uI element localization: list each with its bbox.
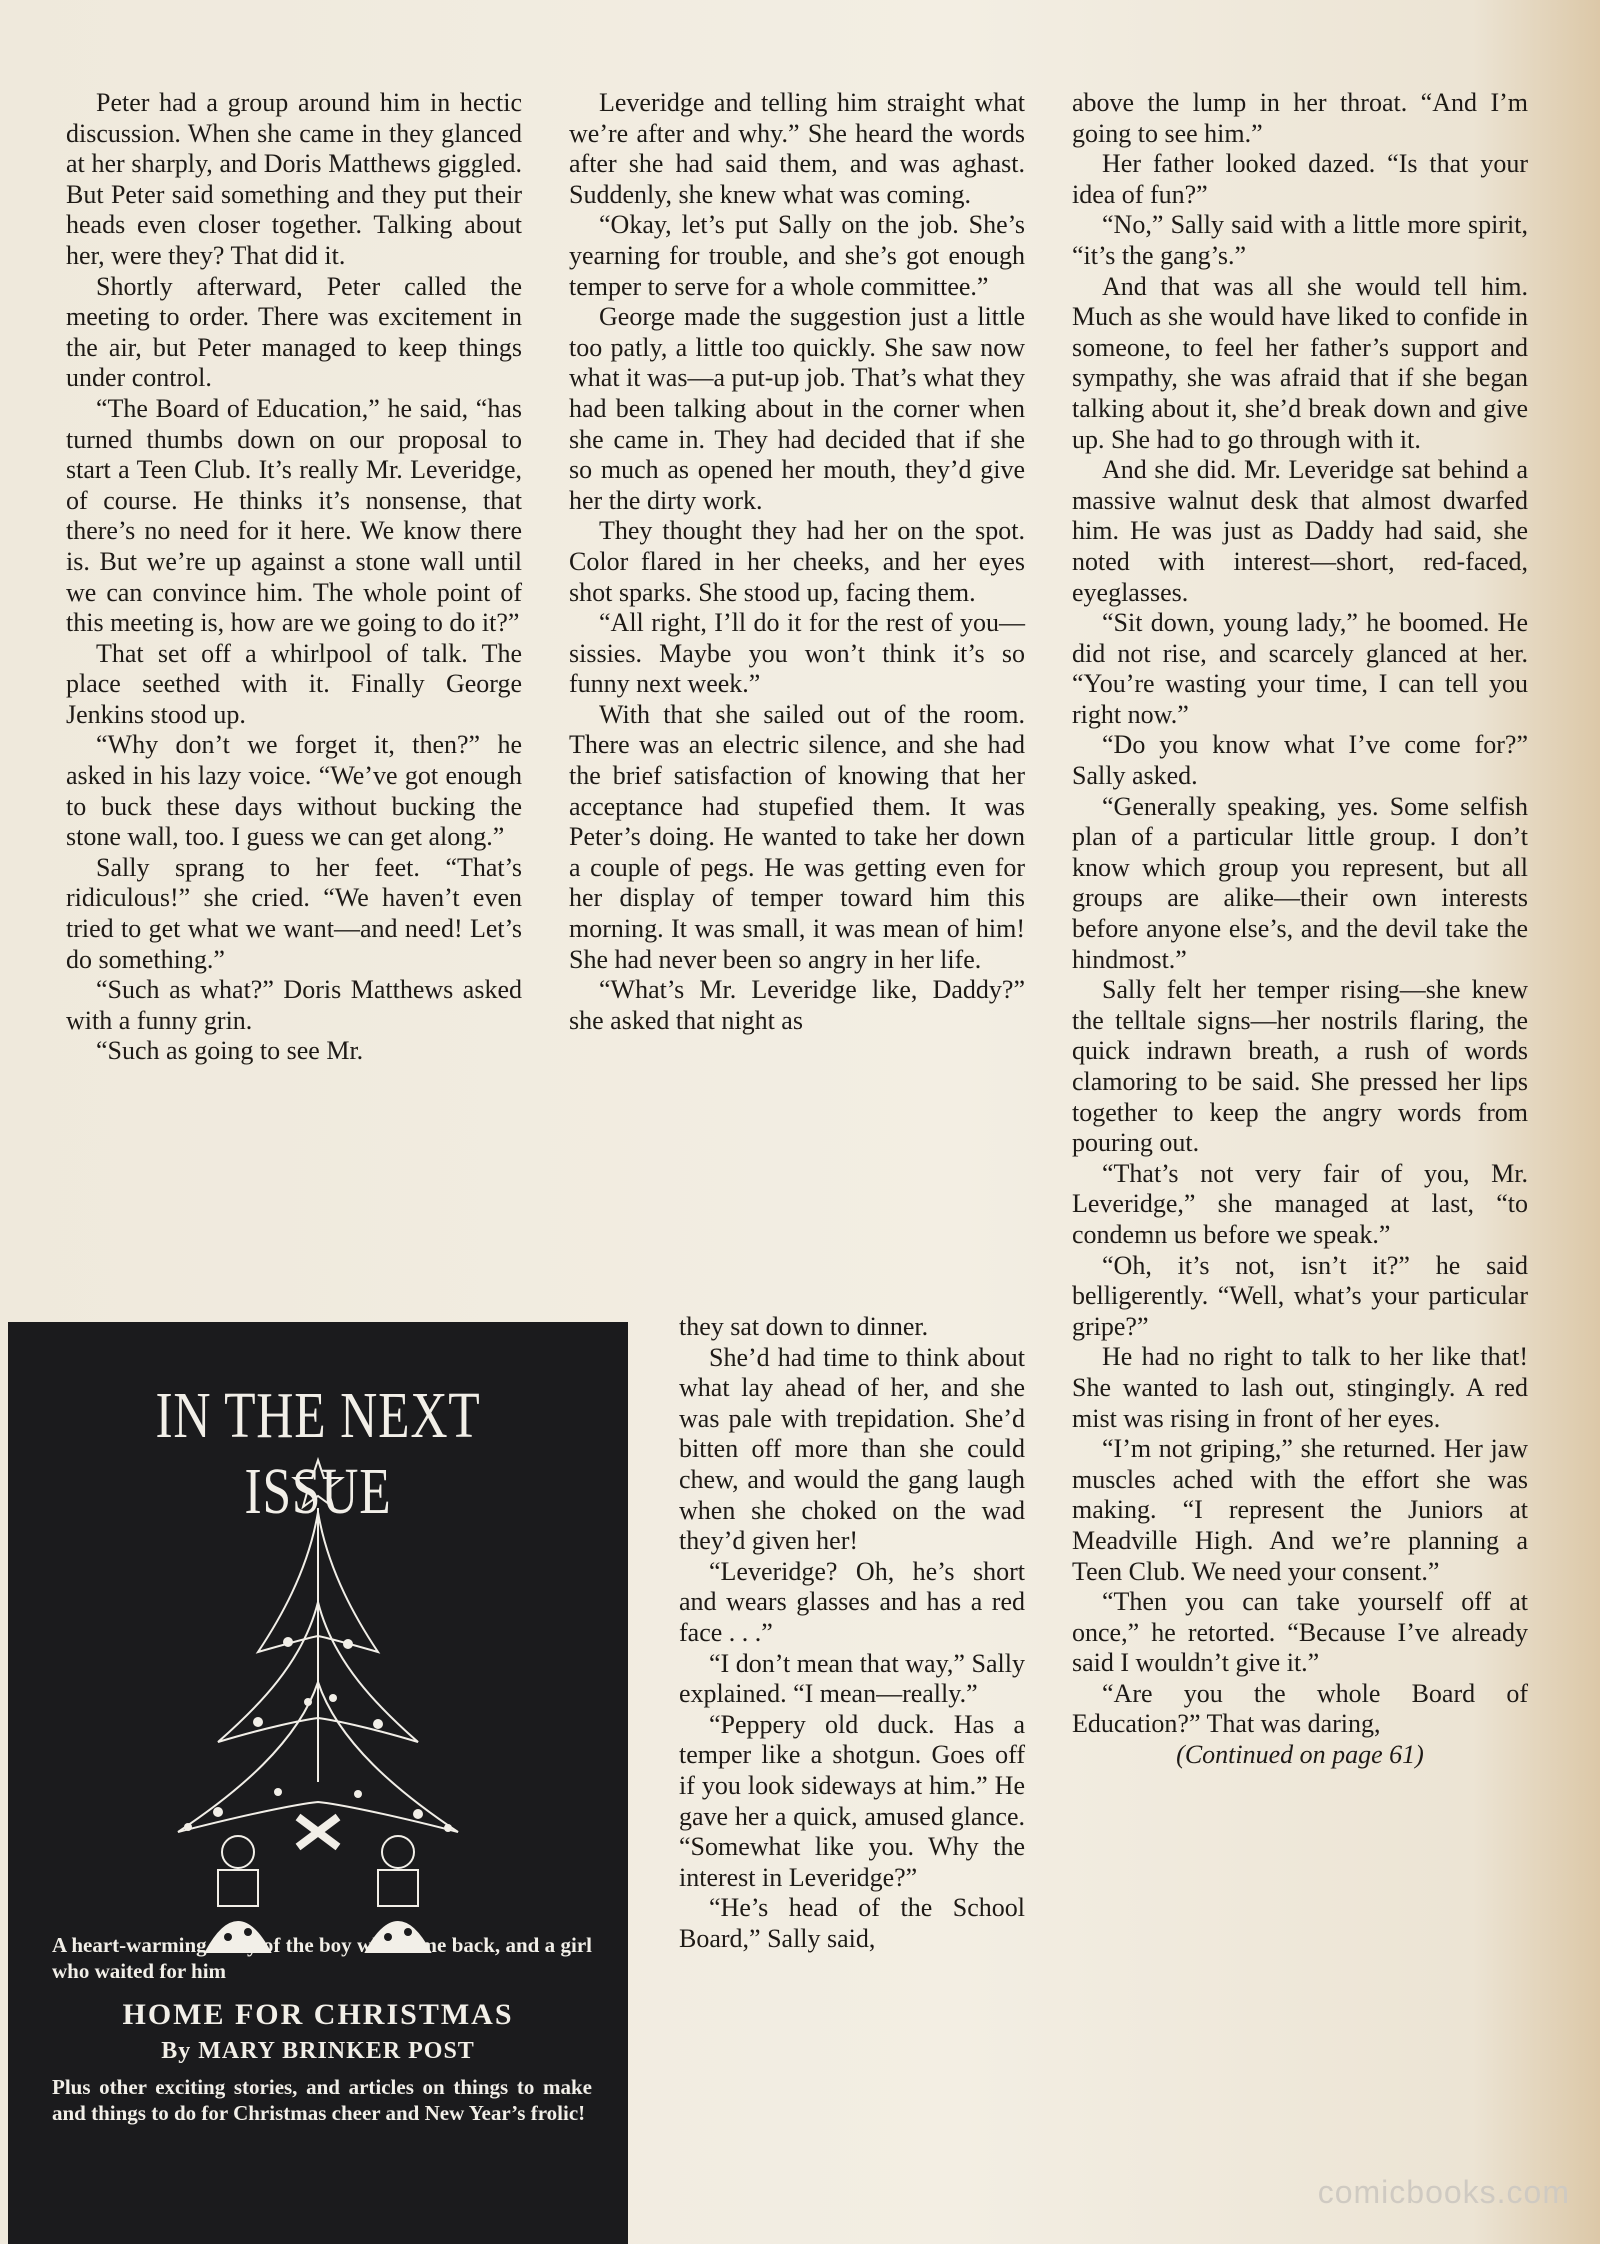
paragraph: And that was all she would tell him. Much as she would have liked to confide in someone, to feel her father’s support and sympathy, she was afraid that if she began talking about it, she’d break down and give up. She had to go through with it. xyxy=(1072,271,1528,454)
paragraph: And she did. Mr. Leveridge sat behind a massive walnut desk that almost dwarfed him. He was just as Daddy had said, she noted with interest—short, red-faced, eyeglasses. xyxy=(1072,455,1528,607)
paragraph: “Such as going to see Mr. xyxy=(96,1036,364,1066)
promo-author: By MARY BRINKER POST xyxy=(161,2038,475,2064)
text-column-3 xyxy=(1072,88,1528,1771)
paragraph: “Generally speaking, yes. Some selfish plan of a particular little group. I don’t know which group you represent, but all groups are alike—their own interests before anyone else’s, and the devil take the hindmost.” xyxy=(1072,791,1528,974)
paragraph: “What’s Mr. Leveridge like, Daddy?” she asked that night as xyxy=(569,975,1025,1035)
paragraph: “He’s head of the School Board,” Sally said, xyxy=(679,1893,1025,1953)
promo-blurb: A heart-warming story of the boy who came back, and a girl who waited for him xyxy=(52,1933,592,1983)
paragraph: That set off a whirlpool of talk. The place seethed with it. Finally George Jenkins stood up. xyxy=(66,638,522,729)
paragraph: Sally felt her temper rising—she knew the telltale signs—her nostrils flaring, the quick indrawn breath, a rush of words clamoring to be said. She pressed her lips together to keep the angry words from pouring out. xyxy=(1072,975,1528,1158)
paragraph: Sally sprang to her feet. “That’s ridiculous!” she cried. “We haven’t even tried to get what we want—and need! Let’s do something.” xyxy=(66,852,522,974)
paragraph: “Do you know what I’ve come for?” Sally asked. xyxy=(1072,730,1528,791)
paragraph: “Okay, let’s put Sally on the job. She’s yearning for trouble, and she’s got enough temper to serve for a whole committee.” xyxy=(569,210,1025,301)
paragraph: “Sit down, young lady,” he boomed. He did not rise, and scarcely glanced at her. “You’re wasting your time, I can tell you right now.” xyxy=(1072,608,1528,729)
paragraph: “All right, I’ll do it for the rest of you—sissies. Maybe you won’t think it’s so funny next week.” xyxy=(569,608,1025,699)
paragraph: “I don’t mean that way,” Sally explained. “I mean—really.” xyxy=(679,1648,1025,1709)
paragraph: He had no right to talk to her like that! She wanted to lash out, stingingly. A red mist was rising in front of her eyes. xyxy=(1072,1342,1528,1433)
paragraph: Leveridge and telling him straight what we’re after and why.” She heard the words after she had said them, and was aghast. Suddenly, she knew what was coming. xyxy=(569,88,1025,209)
text-column-1 xyxy=(66,88,522,1067)
paragraph: “The Board of Education,” he said, “has turned thumbs down on our proposal to start a Teen Club. It’s really Mr. Leveridge, of course. He thinks it’s nonsense, that there’s no need for it here. We know there is. But we’re up against a stone wall until we can convince him. The whole point of this meeting is, how are we going to do it?” xyxy=(66,393,522,638)
promo-heading: IN THE NEXT ISSUE xyxy=(155,1379,481,1528)
paragraph: they sat down to dinner. xyxy=(679,1312,929,1341)
paragraph: George made the suggestion just a little too patly, a little too quickly. She saw now what it was—a put-up job. That’s what they had been talking about in the corner when she came in. They had decided that if she so much as opened her mouth, they’d give her the dirty work. xyxy=(569,302,1025,515)
next-issue-promo xyxy=(8,1322,628,2244)
paragraph: They thought they had her on the spot. Color flared in her cheeks, and her eyes shot sparks. She stood up, facing them. xyxy=(569,516,1025,607)
paragraph: “Then you can take yourself off at once,” he retorted. “Because I’ve already said I wouldn’t give it.” xyxy=(1072,1587,1528,1678)
paragraph: above the lump in her throat. “And I’m going to see him.” xyxy=(1072,88,1528,148)
christmas-tree-illustration xyxy=(118,1452,518,1972)
paragraph: Shortly afterward, Peter called the meeting to order. There was excitement in the air, but Peter managed to keep things under control. xyxy=(66,271,522,393)
paragraph: “Leveridge? Oh, he’s short and wears glasses and has a red face . . .” xyxy=(679,1556,1025,1647)
watermark: comicbooks.com xyxy=(1317,2174,1570,2210)
paragraph: Peter had a group around him in hectic discussion. When she came in they glanced at her sharply, and Doris Matthews giggled. But Peter said something and they put their heads even closer together. Talking about her, were they? That did it. xyxy=(66,88,522,270)
paragraph: “Why don’t we forget it, then?” he asked in his lazy voice. “We’ve got enough to buck these days without bucking the stone wall, too. I guess we can get along.” xyxy=(66,730,522,852)
paragraph: “That’s not very fair of you, Mr. Leveridge,” she managed at last, “to condemn us before we speak.” xyxy=(1072,1158,1528,1249)
promo-story-title: HOME FOR CHRISTMAS xyxy=(122,1998,514,2031)
continued-note: (Continued on page 61) xyxy=(1176,1740,1424,1770)
paragraph: “Such as what?” Doris Matthews asked with a funny grin. xyxy=(66,975,522,1035)
paragraph: “Oh, it’s not, isn’t it?” he said belligerently. “Well, what’s your particular gripe?” xyxy=(1072,1250,1528,1341)
paragraph: “I’m not griping,” she returned. Her jaw muscles ached with the effort she was making. “I represent the Juniors at Meadville High. And we’re planning a Teen Club. We need your consent.” xyxy=(1072,1434,1528,1586)
paragraph: “Peppery old duck. Has a temper like a shotgun. Goes off if you look sideways at him.” He gave her a quick, amused glance. “Somewhat like you. Why the interest in Leveridge?” xyxy=(679,1709,1025,1892)
paragraph: “No,” Sally said with a little more spirit, “it’s the gang’s.” xyxy=(1072,210,1528,270)
text-column-2-continued xyxy=(679,1312,1025,1954)
paragraph: Her father looked dazed. “Is that your idea of fun?” xyxy=(1072,149,1528,209)
text-column-2 xyxy=(569,88,1025,1036)
paragraph: She’d had time to think about what lay ahead of her, and she was pale with trepidation. She’d bitten off more than she could chew, and would the gang laugh when she choked on the wad they’d given her! xyxy=(679,1342,1025,1556)
paragraph: “Are you the whole Board of Education?” That was daring, xyxy=(1072,1678,1528,1739)
promo-extra-text: Plus other exciting stories, and articles on things to make and things to do for Christmas cheer and New Year’s frolic! xyxy=(52,2075,592,2125)
paragraph: With that she sailed out of the room. There was an electric silence, and she had the brief satisfaction of knowing that her acceptance had stupefied them. It was Peter’s doing. He wanted to take her down a couple of pegs. He was getting even for her display of temper toward him this morning. It was small, it was mean of him! She had never been so angry in her life. xyxy=(569,699,1025,974)
